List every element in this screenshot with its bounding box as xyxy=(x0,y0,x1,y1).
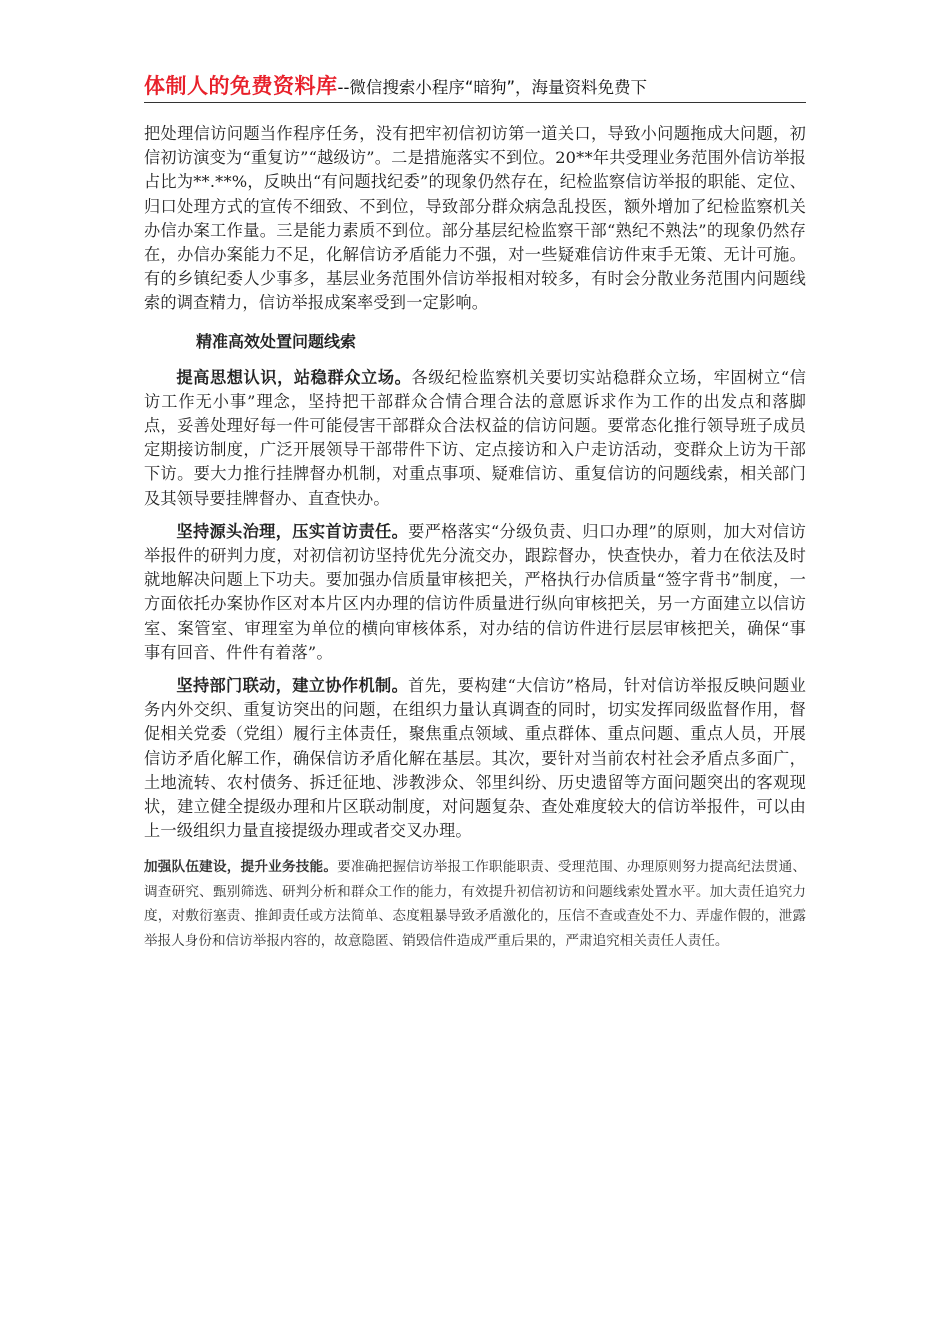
paragraph-team-building xyxy=(144,855,806,953)
header-tagline: --微信搜索小程序“暗狗”，海量资料免费下 xyxy=(337,78,648,97)
section-heading: 精准高效处置问题线索 xyxy=(196,331,357,351)
paragraph-ideology-text: 各级纪检监察机关要切实站稳群众立场，牢固树立“信访工作无小事”理念，坚持把干部群众合情合理合法的意愿诉求作为工作的出发点和落脚点，妥善处理好每一件可能侵害干部群众合法权益的信访问题。要常态化推行领导班子成员定期接访制度，广泛开展领导干部带件下访、定点接访和入户走访活动，变群众上访为干部下访。要大力推行挂牌督办机制，对重点事项、疑难信访、重复信访的问题线索，相关部门及其领导要挂牌督办、直查快办。 xyxy=(144,367,806,508)
paragraph-department-linkage-lead: 坚持部门联动，建立协作机制。 xyxy=(176,676,409,696)
paragraph-source-governance-lead: 坚持源头治理，压实首访责任。 xyxy=(176,521,409,541)
paragraph-source-governance-text: 要严格落实“分级负责、归口办理”的原则，加大对信访举报件的研判力度，对初信初访坚持优先分流交办，跟踪督办，快查快办，着力在依法及时就地解决问题上下功夫。要加强办信质量审核把关，严格执行办信质量“签字背书”制度，一方面依托办案协作区对本片区内办理的信访件质量进行纵向审核把关，另一方面建立以信访室、案管室、审理室为单位的横向审核体系，对办结的信访件进行层层审核把关，确保“事事有回音、件件有着落”。 xyxy=(144,521,806,662)
paragraph-department-linkage xyxy=(144,674,806,843)
page-header xyxy=(144,70,806,103)
paragraph-source-governance xyxy=(144,520,806,665)
paragraph-ideology-lead: 提高思想认识，站稳群众立场。 xyxy=(176,367,412,387)
paragraph-problems: 把处理信访问题当作程序任务，没有把牢初信初访第一道关口，导致小问题拖成大问题，初信初访演变为“重复访”“越级访”。二是措施落实不到位。20**年共受理业务范围外信访举报占比为**.**%，反映出“有问题找纪委”的现象仍然存在，纪检监察信访举报的职能、定位、归口处理方式的宣传不细致、不到位，导致部分群众病急乱投医，额外增加了纪检监察机关办信办案工作量。三是能力素质不到位。部分基层纪检监察干部“熟纪不熟法”的现象仍然存在，办信办案能力不足，化解信访矛盾能力不强，对一些疑难信访件束手无策、无计可施。有的乡镇纪委人少事多，基层业务范围外信访举报相对较多，有时会分散业务范围内问题线索的调查精力，信访举报成案率受到一定影响。 xyxy=(144,124,806,313)
paragraph-ideology xyxy=(144,366,806,511)
document-body xyxy=(144,122,806,953)
header-brand: 体制人的免费资料库 xyxy=(144,74,338,98)
paragraph-team-building-text: 要准确把握信访举报工作职能职责、受理范围、办理原则努力提高纪法贯通、调查研究、甄别筛选、研判分析和群众工作的能力，有效提升初信初访和问题线索处置水平。加大责任追究力度，对敷衍塞责、推卸责任或方法简单、态度粗暴导致矛盾激化的，压信不查或查处不力、弄虚作假的，泄露举报人身份和信访举报内容的，故意隐匿、销毁信件造成严重后果的，严肃追究相关责任人责任。 xyxy=(144,859,807,949)
paragraph-department-linkage-text: 首先，要构建“大信访”格局，针对信访举报反映问题业务内外交织、重复访突出的问题，在组织力量认真调查的同时，切实发挥同级监督作用，督促相关党委（党组）履行主体责任，聚焦重点领域、重点群体、重点问题、重点人员，开展信访矛盾化解工作，确保信访矛盾化解在基层。其次，要针对当前农村社会矛盾点多面广，土地流转、农村债务、拆迁征地、涉教涉众、邻里纠纷、历史遗留等方面问题突出的客观现状，建立健全提级办理和片区联动制度，对问题复杂、查处难度较大的信访举报件，可以由上一级组织力量直接提级办理或者交叉办理。 xyxy=(144,676,806,841)
paragraph-team-building-lead: 加强队伍建设，提升业务技能。 xyxy=(144,859,338,876)
